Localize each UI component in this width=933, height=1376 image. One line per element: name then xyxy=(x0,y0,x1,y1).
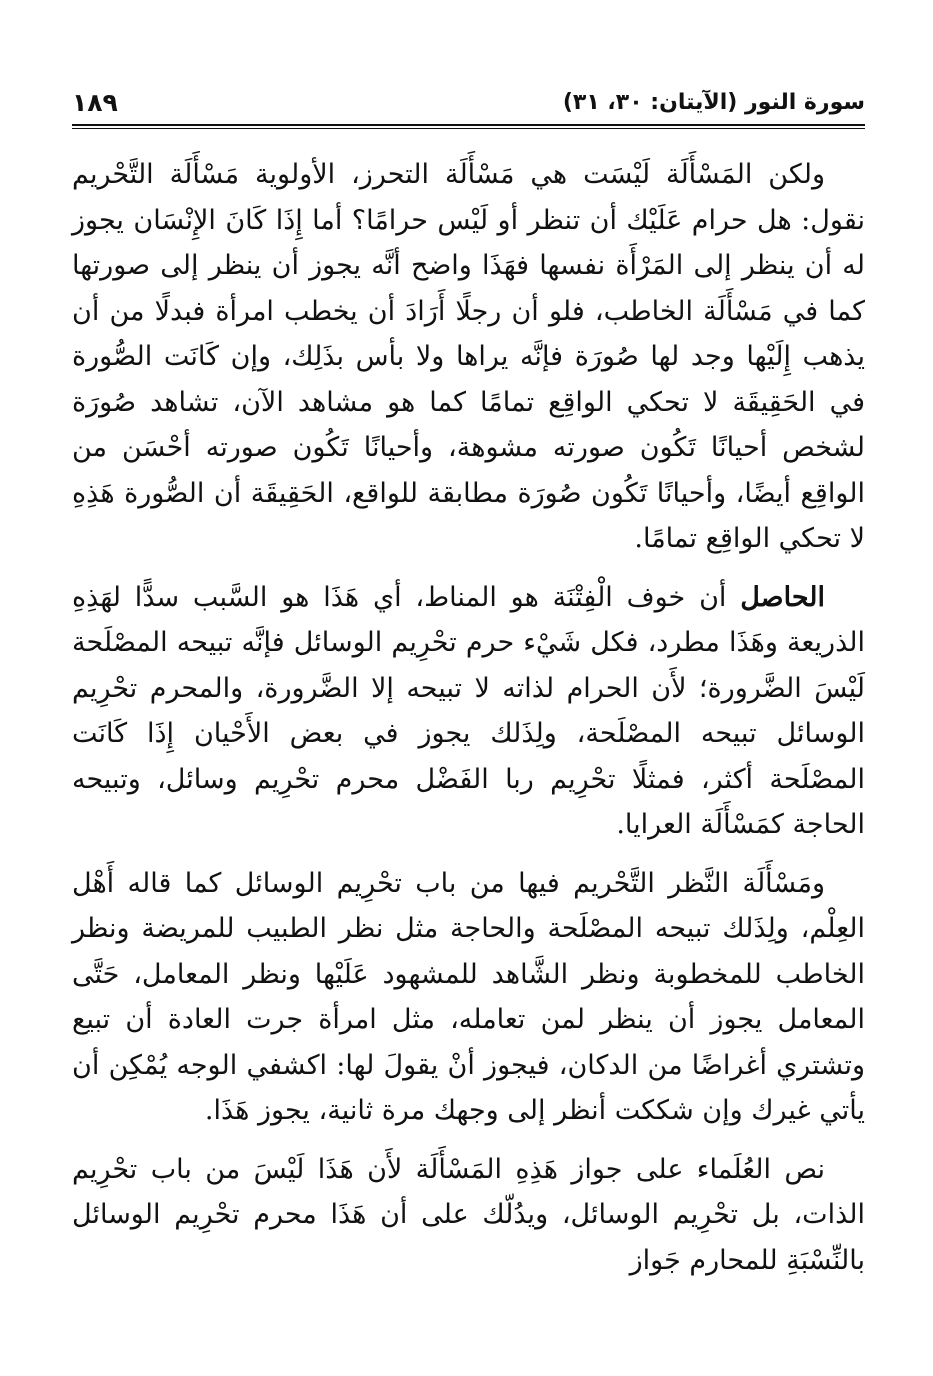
header-rule-thin xyxy=(72,128,865,129)
running-title: سورة النور (الآيتان: ٣٠، ٣١) xyxy=(562,90,865,115)
paragraph-text: نص العُلَماء على جواز هَذِهِ المَسْأَلَة لأَن هَذَا لَيْسَ من باب تحْرِيم الذات، بل تحْرِيم الوسائل، ويدُلّك على أن هَذَا محرم تحْرِيم الوسائل بالنِّسْبَةِ للمحارم جَواز xyxy=(72,1153,865,1276)
paragraph-text: ومَسْأَلَة النَّظر التَّحْريم فيها من باب تحْرِيم الوسائل كما قاله أَهْل العِلْم، ولِذَلك تبيحه المصْلَحة والحاجة مثل نظر الطبيب للمريضة ونظر الخاطب للمخطوبة ونظر الشَّاهد للمشهود عَلَيْها ونظر المعامل، حَتَّى المعامل يجوز أن ينظر لمن تعامله، مثل امرأة جرت العادة أن تبيع وتشتري أغراضًا من الدكان، فيجوز أنْ يقولَ لها: اكشفي الوجه يُمْكِن أن يأتي غيرك وإن شككت أنظر إلى وجهك مرة ثانية، يجوز هَذَا. xyxy=(72,867,865,1126)
paragraph-3 xyxy=(72,861,865,1134)
page-body xyxy=(72,152,865,1296)
page-header xyxy=(72,84,865,124)
paragraph-text: أن خوف الْفِتْنَة هو المناط، أي هَذَا هو السَّبب سدًّا لهَذِهِ الذريعة وهَذَا مطرد، فكل شَيْء حرم تحْرِيم الوسائل فإنَّه تبيحه المصْلَحة لَيْسَ الضَّرورة؛ لأَن الحرام لذاته لا تبيحه إلا الضَّرورة، والمحرم تحْرِيم الوسائل تبيحه المصْلَحة، ولِذَلك يجوز في بعض الأَحْيان إِذَا كَانَت المصْلَحة أكثر، فمثلًا تحْرِيم ربا الفَضْل محرم تحْرِيم وسائل، وتبيحه الحاجة كمَسْأَلَة العرايا. xyxy=(72,581,865,840)
paragraph-text: ولكن المَسْأَلَة لَيْسَت هي مَسْأَلَة التحرز، الأولوية مَسْأَلَة التَّحْريم نقول: هل حرام عَلَيْك أن تنظر أو لَيْس حرامًا؟ أما إِذَا كَانَ الإِنْسَان يجوز له أن ينظر إلى المَرْأَة نفسها فهَذَا واضح أنَّه يجوز أن ينظر إلى صورتها كما في مَسْأَلَة الخاطب، فلو أن رجلًا أَرَادَ أن يخطب امرأة فبدلًا من أن يذهب إِلَيْها وجد لها صُورَة فإنَّه يراها ولا بأس بذَلِك، وإن كَانَت الصُّورة في الحَقِيقَة لا تحكي الواقِع تمامًا كما هو مشاهد الآن، تشاهد صُورَة لشخص أحيانًا تَكُون صورته مشوهة، وأحيانًا تَكُون صورته أحْسَن من الواقِع أيضًا، وأحيانًا تَكُون صُورَة مطابقة للواقع، الحَقِيقَة أن الصُّورة هَذِهِ لا تحكي الواقِع تمامًا. xyxy=(72,159,865,554)
paragraph-lead-word: الحاصل xyxy=(740,581,825,613)
paragraph-4 xyxy=(72,1147,865,1284)
paragraph-1 xyxy=(72,152,865,562)
header-rule xyxy=(72,124,865,126)
page-number: ١٨٩ xyxy=(72,88,118,117)
paragraph-2 xyxy=(72,575,865,848)
